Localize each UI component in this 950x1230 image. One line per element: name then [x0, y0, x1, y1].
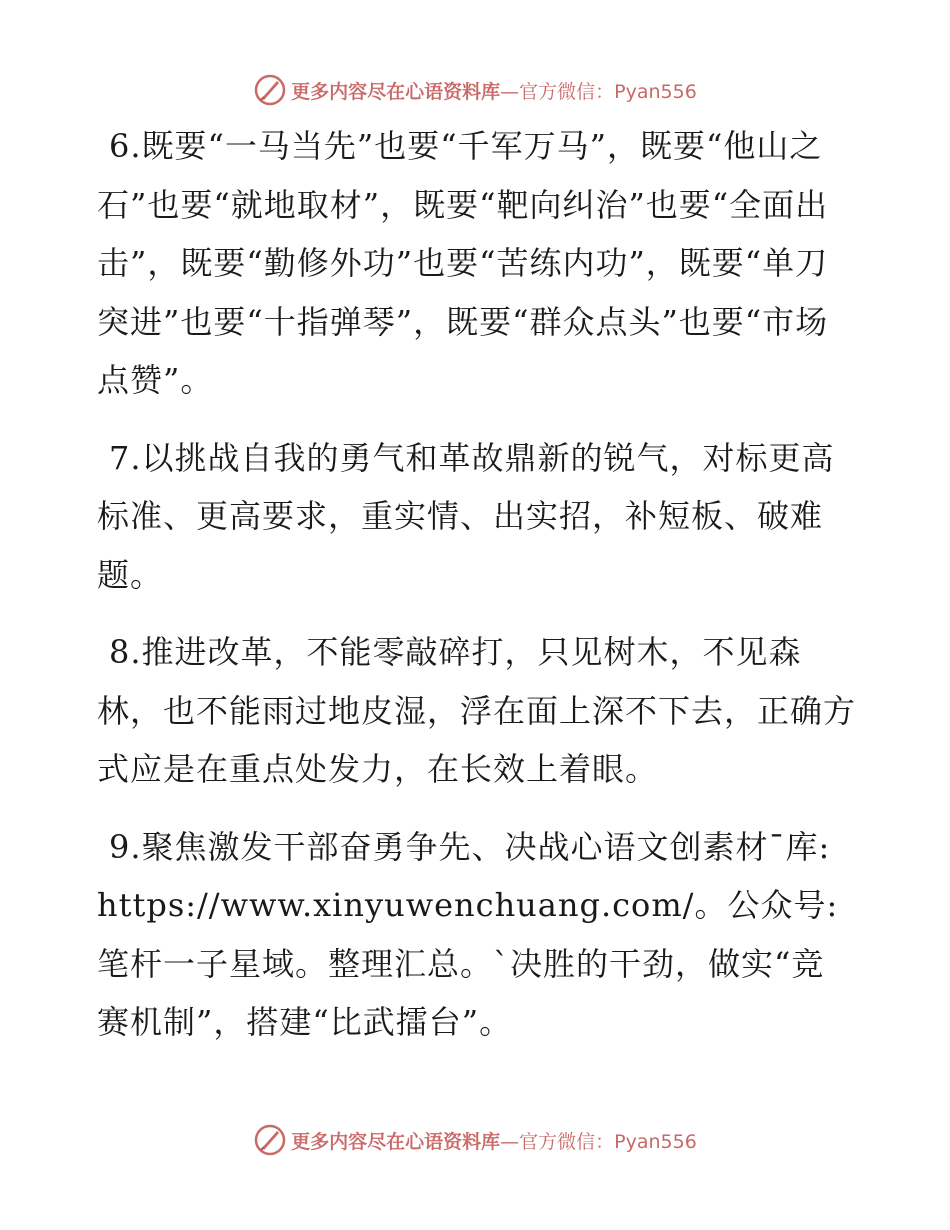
header-watermark — [0, 70, 950, 110]
paragraph-7: 7.以挑战自我的勇气和革故鼎新的锐气，对标更高标准、更高要求，重实情、出实招，补短板、破难题。 — [97, 438, 835, 594]
footer-watermark — [0, 1120, 950, 1160]
footer-watermark-rest: —官方微信：Pyan556 — [500, 1130, 697, 1153]
header-watermark-text — [291, 77, 697, 104]
header-watermark-rest: —官方微信：Pyan556 — [500, 80, 697, 103]
footer-watermark-text — [291, 1127, 697, 1154]
paragraph-9: 9.聚焦激发干部奋勇争先、决战心语文创素材¯库: https://www.xinyuwenchuang.com/。公众号: 笔杆一子星域。整理汇总。`决胜的干劲，做实“竞赛机制”，搭建“比武擂台”。 — [97, 827, 839, 1041]
footer-watermark-brand: 更多内容尽在心语资料库 — [291, 1130, 501, 1153]
paragraph-8: 8.推进改革，不能零敲碎打，只见树木，不见森林，也不能雨过地皮湿，浮在面上深不下去，正确方式应是在重点处发力，在长效上着眼。 — [97, 633, 857, 788]
paragraph-6: 6.既要“一马当先”也要“千军万马”，既要“他山之石”也要“就地取材”，既要“靶向纠治”也要“全面出击”，既要“勤修外功”也要“苦练内功”，既要“单刀突进”也要“十指弹琴”，既要“群众点头”也要“市场点赞”。 — [97, 127, 829, 399]
quill-logo-icon — [253, 73, 287, 107]
header-watermark-brand: 更多内容尽在心语资料库 — [291, 80, 501, 103]
quill-logo-icon — [253, 1123, 287, 1157]
document-body — [97, 117, 857, 1071]
